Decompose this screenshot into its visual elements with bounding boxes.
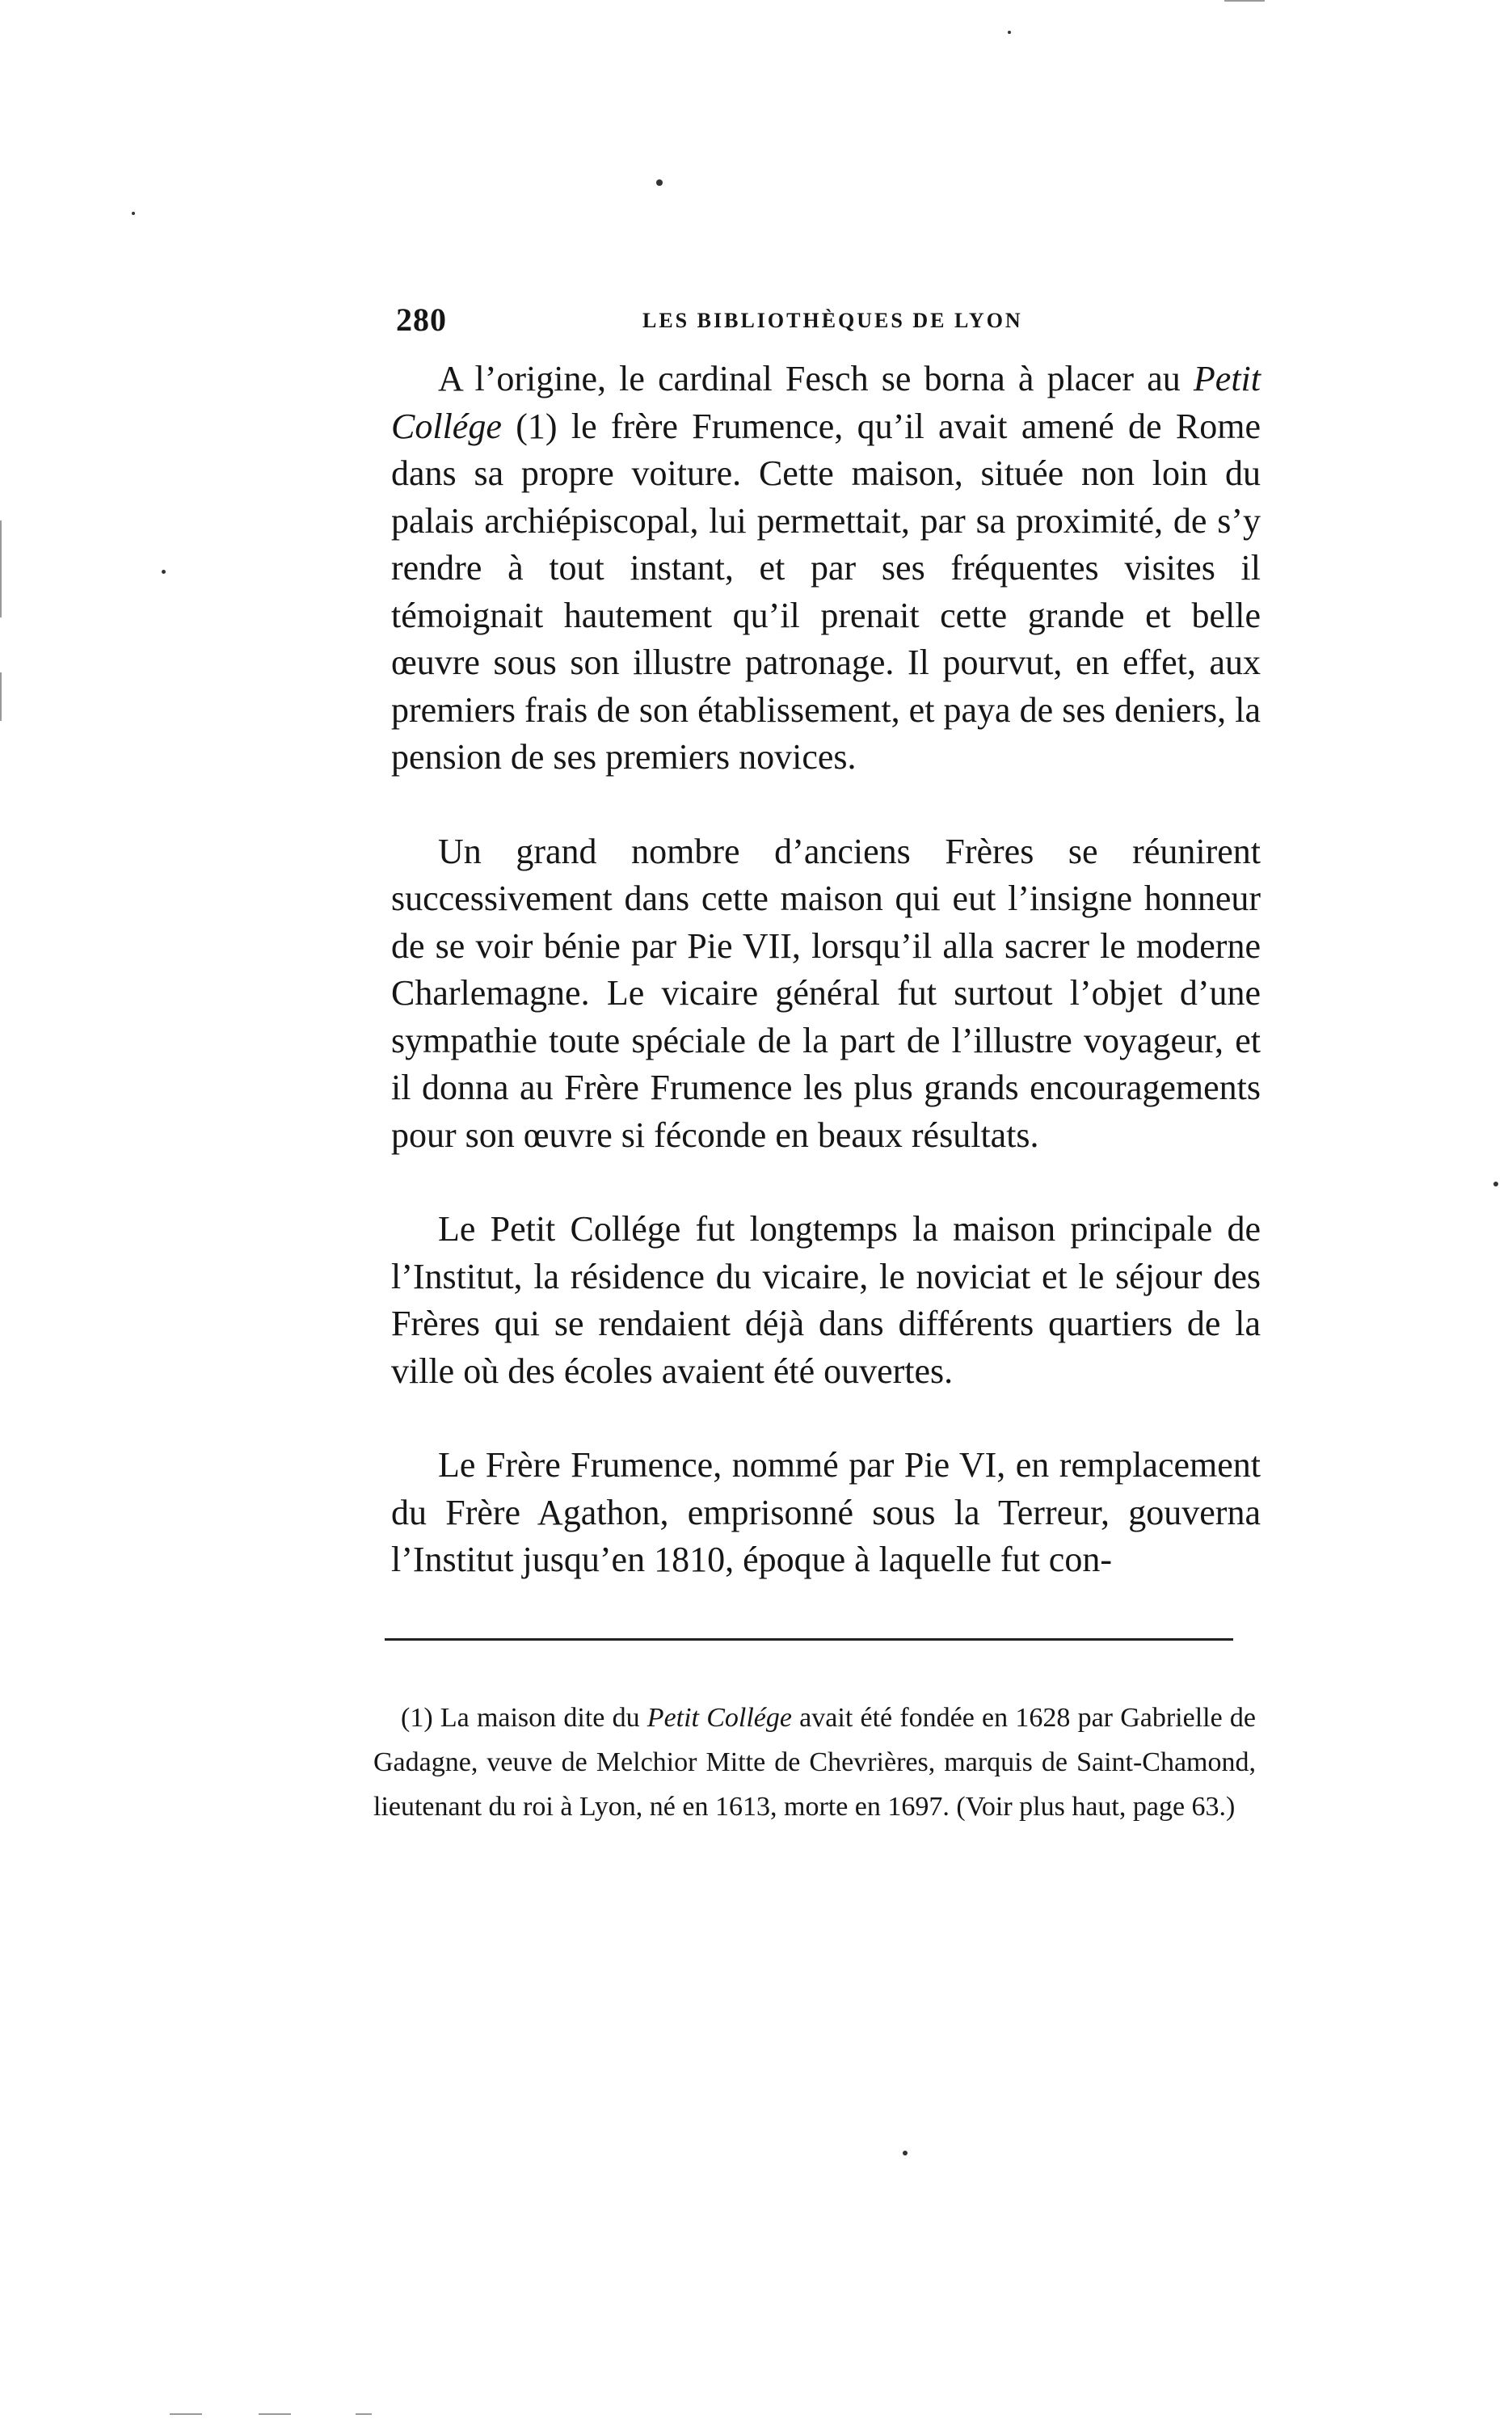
scan-edge-mark (1224, 0, 1265, 2)
scan-speck (1008, 31, 1011, 34)
footnote-rest: avait été fondée en 1628 par Gabrielle de Gadagne, veuve de Melchior Mitte de Chevrières, marquis de Saint-Chamond, lieutenant du roi à Lyon, né en 1613, morte en 1697. (Voir plus haut, page 63.) (373, 1703, 1256, 1822)
paragraph-1-start: A l’origine, le cardinal Fesch se borna à placer au (438, 359, 1194, 398)
page-number: 280 (396, 301, 447, 338)
paragraph-1-rest: (1) le frère Frumence, qu’il avait amené de Rome dans sa propre voiture. Cette maison, située non loin du palais archiépiscopal, lui permettait, par sa proximité, de s’y rendre à tout instant, et par ses fréquentes visites il témoignait hautement qu’il prenait cette grande et belle œuvre sous son illustre patronage. Il pourvut, en effet, aux premiers frais de son établissement, et paya de ses deniers, la pension de ses premiers novices. (391, 406, 1261, 777)
footnote-italic: Petit Collége (646, 1703, 792, 1733)
scan-speck (903, 2151, 908, 2155)
paragraph-1 (391, 356, 1261, 782)
footnote-rule (385, 1638, 1233, 1641)
scan-speck (162, 570, 166, 574)
footnote-start: (1) La maison dite du (401, 1703, 647, 1733)
scan-edge-mark (356, 2413, 372, 2415)
paragraph-2: Un grand nombre d’anciens Frères se réunirent successivement dans cette maison qui eut l’insigne honneur de se voir bénie par Pie VII, lorsqu’il alla sacrer le moderne Charlemagne. Le vicaire général fut surtout l’objet d’une sympathie toute spéciale de la part de l’illustre voyageur, et il donna au Frère Frumence les plus grands encouragements pour son œuvre si féconde en beaux résultats. (391, 831, 1261, 1155)
paragraph-1-italic: Petit Collége (391, 359, 1261, 446)
footnote (373, 1696, 1256, 1829)
scan-edge-mark (0, 520, 2, 617)
paragraph-4: Le Frère Frumence, nommé par Pie VI, en remplacement du Frère Agathon, emprisonné sous la Terreur, gouverna l’Institut jusqu’en 1810, époque à laquelle fut con- (391, 1445, 1261, 1579)
scan-speck (1493, 1182, 1498, 1186)
scan-edge-mark (170, 2413, 202, 2415)
scan-speck (656, 179, 663, 186)
page-header (396, 301, 1277, 341)
scan-edge-mark (259, 2413, 291, 2415)
scan-speck (132, 212, 135, 215)
running-head: LES BIBLIOTHÈQUES DE LYON (642, 309, 1023, 332)
body-text (391, 356, 1261, 1631)
paragraph-3: Le Petit Collége fut longtemps la maison principale de l’Institut, la résidence du vicaire, le noviciat et le séjour des Frères qui se rendaient déjà dans différents quartiers de la ville où des écoles avaient été ouvertes. (391, 1209, 1261, 1391)
scan-edge-mark (0, 672, 2, 721)
